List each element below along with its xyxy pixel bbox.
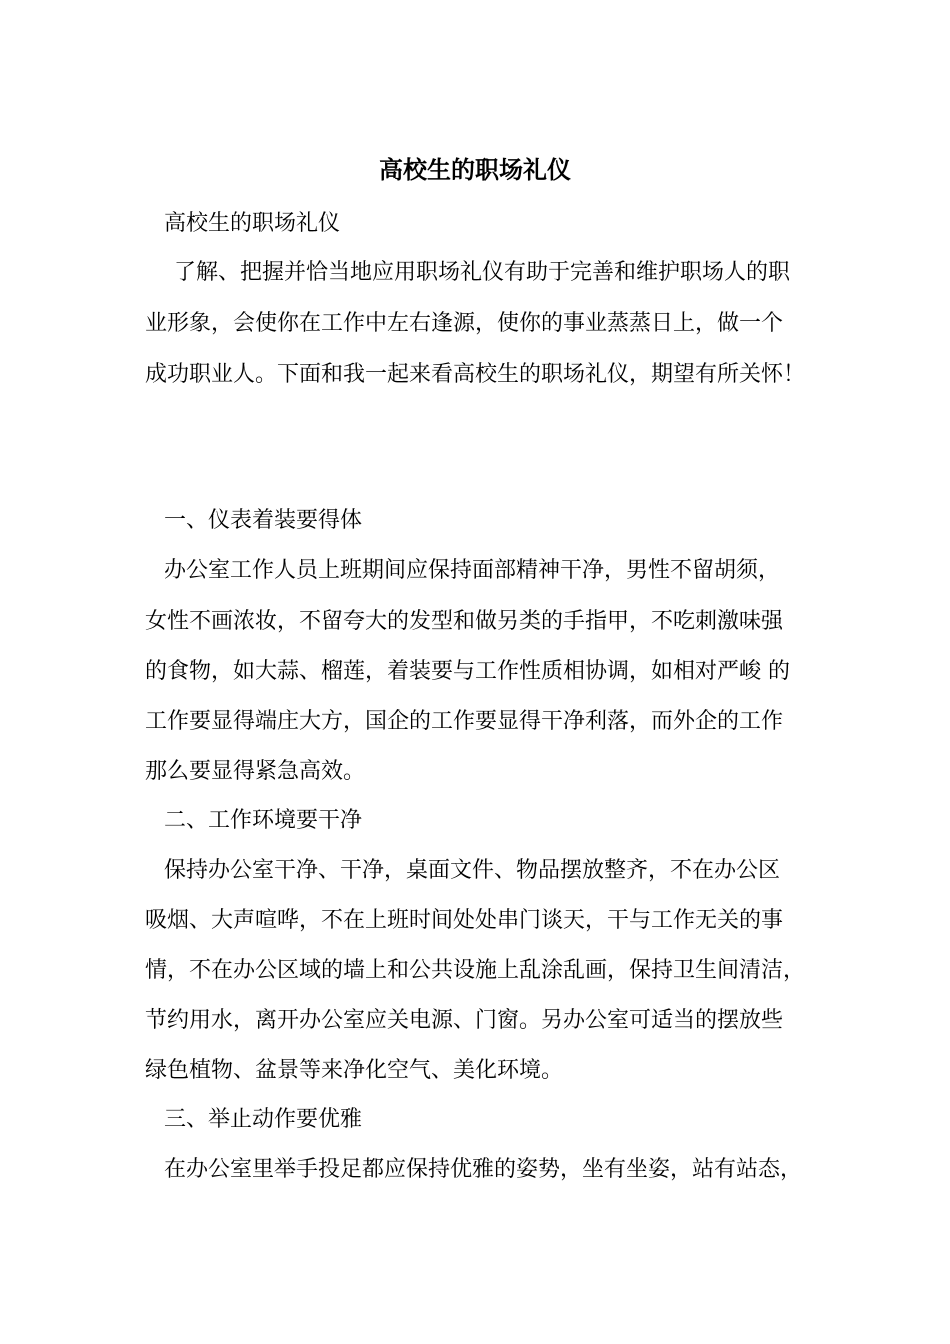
section1-line-2: 女性不画浓妆，不留夸大的发型和做另类的手指甲，不吃刺激味强 — [145, 609, 784, 634]
section2-line-5: 绿色植物、盆景等来净化空气、美化环境。 — [145, 1058, 564, 1083]
section1-line-3: 的食物，如大蒜、榴莲，着装要与工作性质相协调，如相对严峻 的 — [145, 659, 790, 684]
section3-heading: 三、举止动作要优雅 — [164, 1107, 363, 1132]
document-subtitle: 高校生的职场礼仪 — [164, 211, 341, 236]
section2-line-3: 情，不在办公区域的墙上和公共设施上乱涂乱画，保持卫生间清洁， — [145, 958, 806, 983]
section1-line-1: 办公室工作人员上班期间应保持面部精神干净，男性不留胡须， — [164, 558, 781, 583]
document-title: 高校生的职场礼仪 — [379, 155, 571, 184]
section2-line-2: 吸烟、大声喧哗，不在上班时间处处串门谈天，干与工作无关的事 — [145, 908, 784, 933]
section2-line-1: 保持办公室干净、干净，桌面文件、物品摆放整齐，不在办公区 — [164, 858, 781, 883]
section2-heading: 二、工作环境要干净 — [164, 808, 363, 833]
section1-line-4: 工作要显得端庄大方，国企的工作要显得干净利落，而外企的工作 — [145, 709, 784, 734]
section1-line-5: 那么要显得紧急高效。 — [145, 759, 366, 784]
intro-line-3: 成功职业人。下面和我一起来看高校生的职场礼仪，期望有所关怀！ — [145, 362, 806, 387]
section3-line-1: 在办公室里举手投足都应保持优雅的姿势，坐有坐姿，站有站态， — [164, 1157, 803, 1182]
intro-line-1: 了解、把握并恰当地应用职场礼仪有助于完善和维护职场人的职 — [174, 260, 791, 285]
intro-line-2: 业形象，会使你在工作中左右逢源，使你的事业蒸蒸日上，做一个 — [145, 311, 784, 336]
section1-heading: 一、仪表着装要得体 — [164, 508, 363, 533]
section2-line-4: 节约用水，离开办公室应关电源、门窗。另办公室可适当的摆放些 — [145, 1008, 784, 1033]
